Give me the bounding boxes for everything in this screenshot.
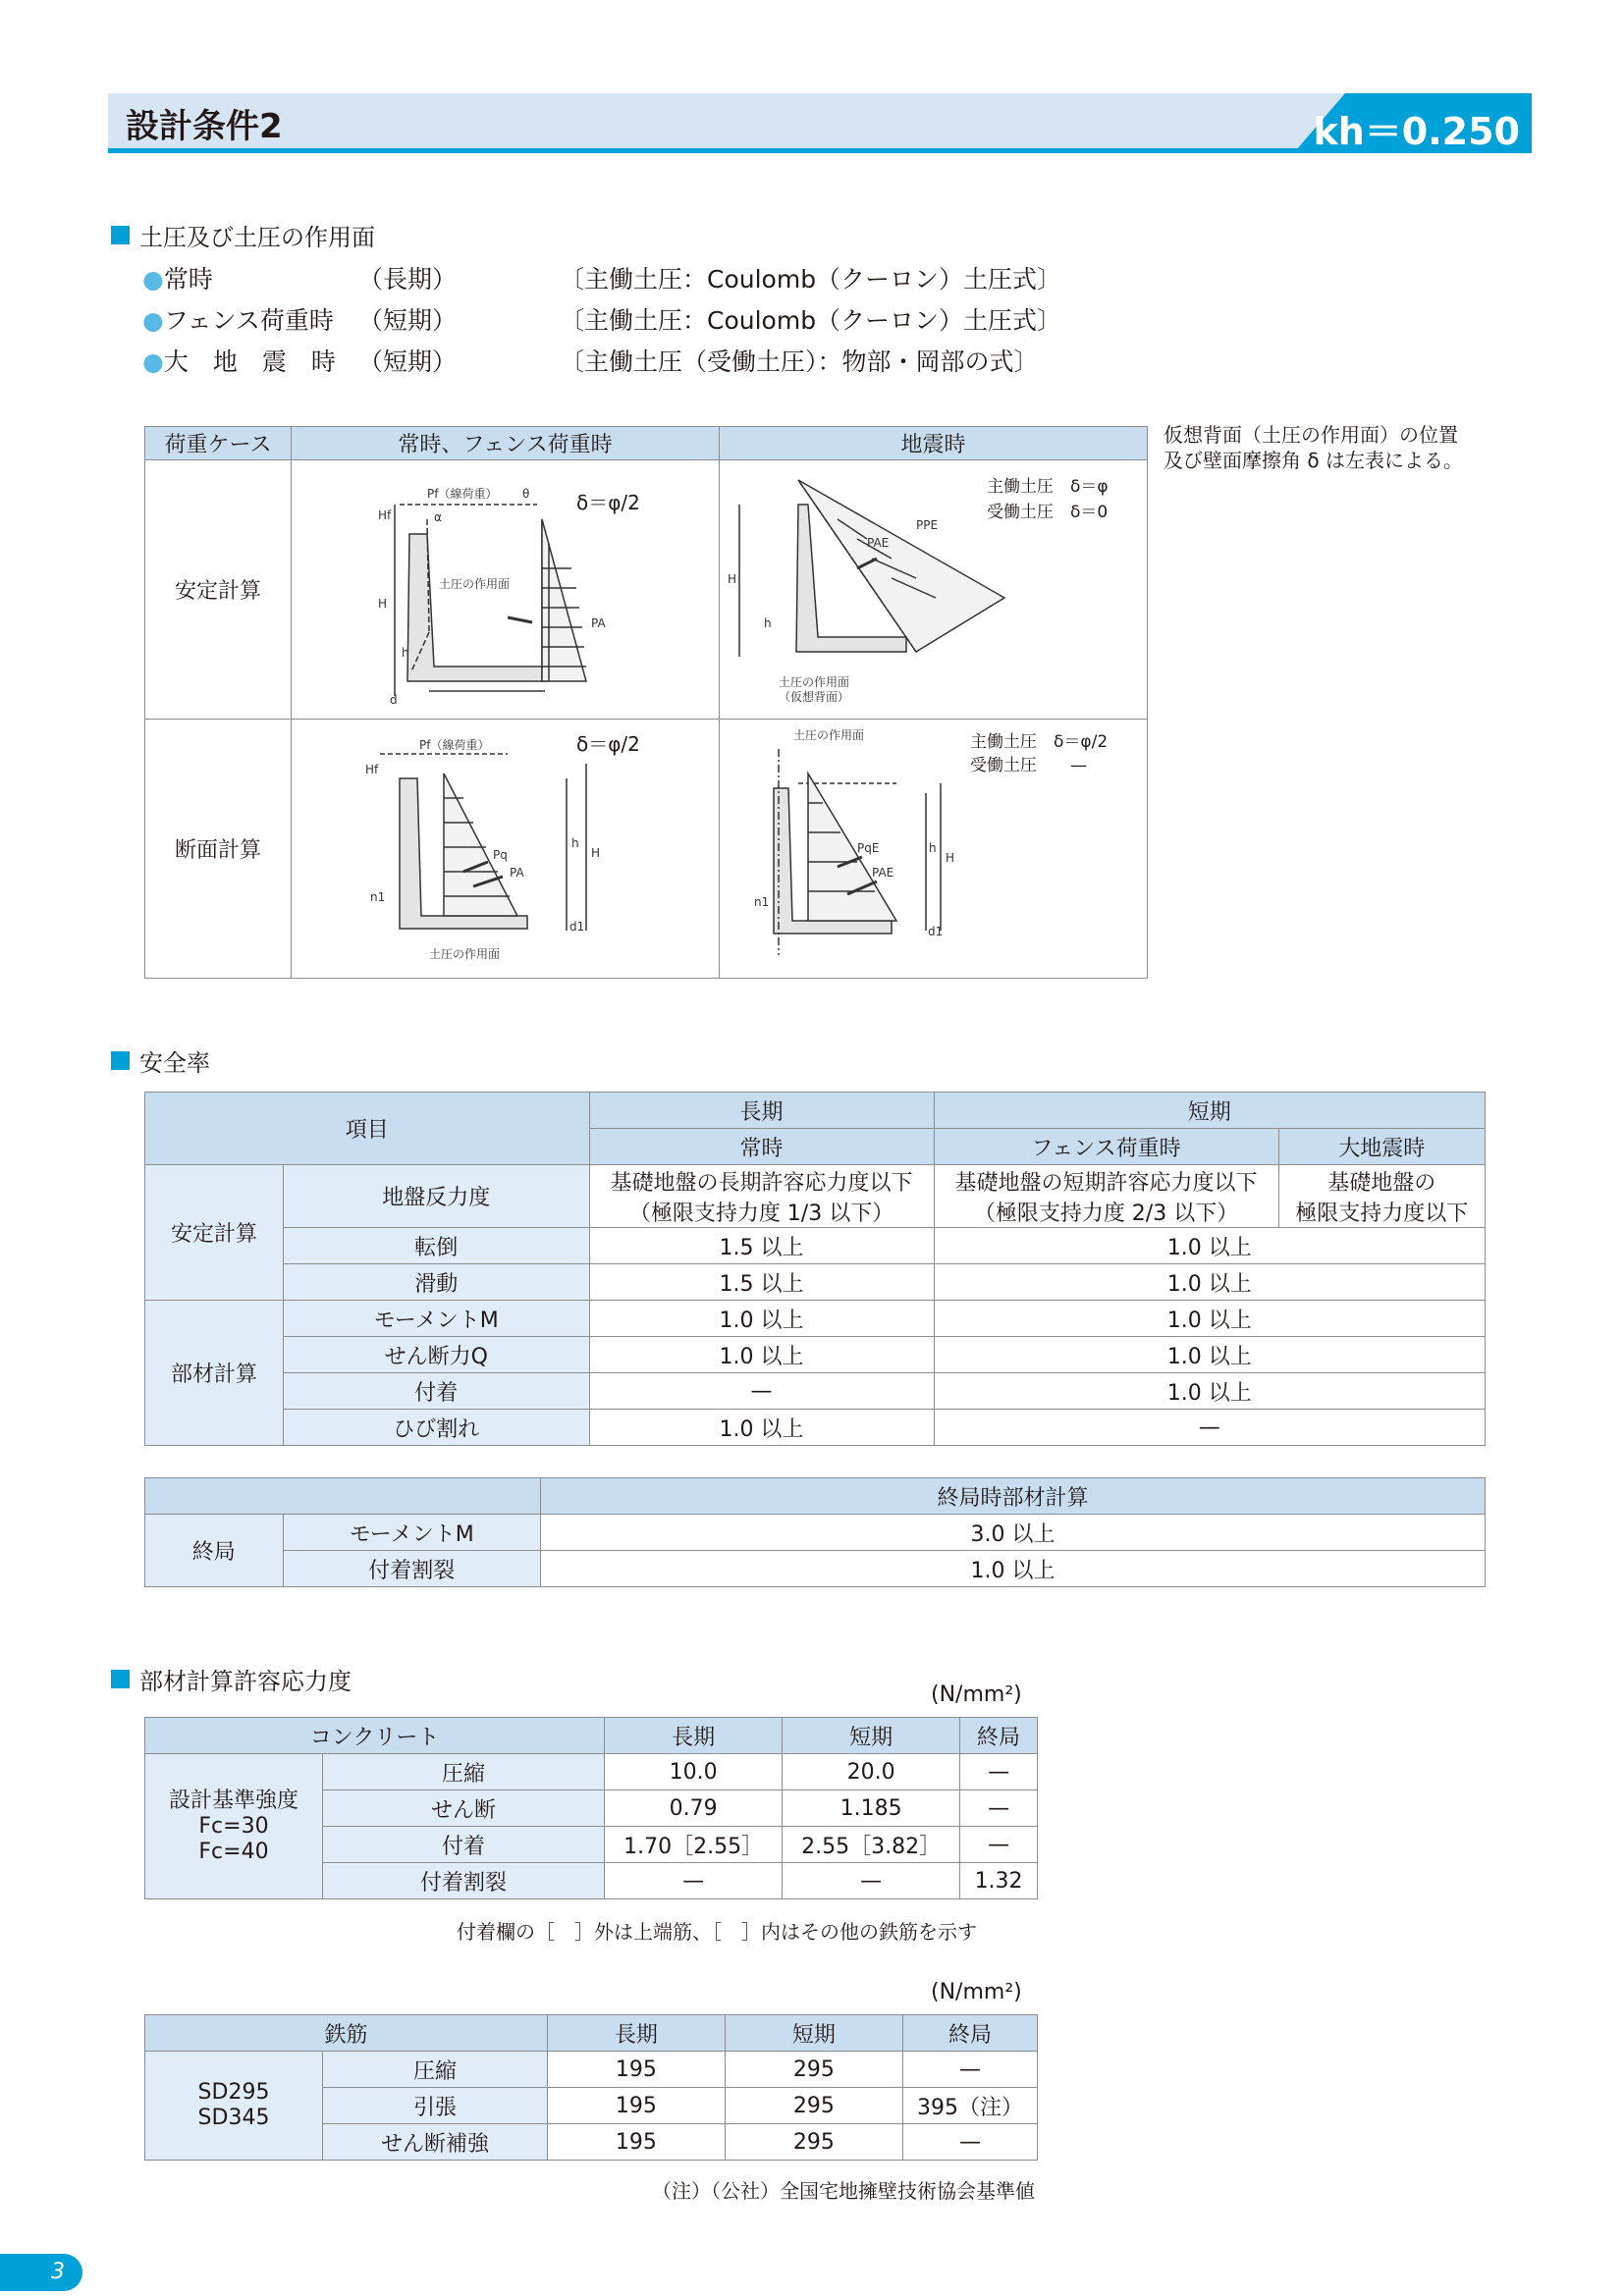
bearing-fence: 基礎地盤の短期許容応力度以下 （極限支持力度 2/3 以下） xyxy=(934,1165,1278,1228)
row-crack: ひび割れ xyxy=(284,1410,590,1446)
label-active: 主働土圧 δ＝φ xyxy=(987,477,1109,498)
label-h: h xyxy=(402,646,409,661)
label-pa: PA xyxy=(591,616,606,631)
label-pf: Pf（線荷重） xyxy=(427,487,498,502)
row-shear: せん断力Q xyxy=(284,1337,590,1373)
steel-table: 鉄筋 長期 短期 終局 SD295 SD345 圧縮 195 295 — 引張 195 295 395（注） せん断補強 195 295 — xyxy=(144,2014,1038,2161)
retaining-wall-diagram xyxy=(292,460,719,718)
label-theta: θ xyxy=(522,487,530,502)
label-H: H xyxy=(946,850,955,865)
label-plane-virtual: （仮想背面） xyxy=(779,690,850,705)
section-title-allowable: 部材計算許容応力度 xyxy=(111,1662,352,1696)
load-case-diagram-table xyxy=(144,426,1148,979)
group-stability: 安定計算 xyxy=(145,1165,284,1301)
row-sliding: 滑動 xyxy=(284,1264,590,1301)
col-quake: 大地震時 xyxy=(1278,1129,1485,1165)
condition-quake: ●大 地 震 時 （短期） 〔主働土圧（受働土圧）：物部・岡部の式〕 xyxy=(142,347,1039,376)
diagram-section-quake xyxy=(720,719,1148,978)
col-item: 項目 xyxy=(145,1093,590,1165)
concrete-group: 設計基準強度 Fc=30 Fc=40 xyxy=(145,1754,323,1899)
page-number-tab xyxy=(0,2254,82,2291)
label-H: H xyxy=(591,845,601,860)
row-label-stability: 安定計算 xyxy=(145,460,292,719)
label-H: H xyxy=(728,572,737,587)
label-d1: d1 xyxy=(928,924,944,938)
label-pqe: PqE xyxy=(857,840,880,855)
col-load-case: 荷重ケース xyxy=(145,427,292,460)
row-moment: モーメントM xyxy=(284,1301,590,1337)
label-ppe: PPE xyxy=(916,518,939,533)
col-earthquake: 地震時 xyxy=(720,427,1148,460)
label-pq: Pq xyxy=(493,847,508,862)
concrete-note: 付着欄の［ ］外は上端筋、［ ］内はその他の鉄筋を示す xyxy=(457,1920,977,1944)
kh-value: kh＝0.250 xyxy=(1313,110,1520,153)
label-passive: 受働土圧 — xyxy=(970,755,1087,775)
ultimate-table: 終局時部材計算 終局 モーメントM 3.0 以上 付着割裂 1.0 以上 xyxy=(144,1477,1486,1587)
col-fence: フェンス荷重時 xyxy=(934,1129,1278,1165)
label-active: 主働土圧 δ＝φ/2 xyxy=(970,731,1109,752)
row-bond: 付着 xyxy=(284,1373,590,1410)
row-label-section: 断面計算 xyxy=(145,719,292,978)
label-plane: 土圧の作用面 xyxy=(793,727,865,742)
row-overturning: 転倒 xyxy=(284,1228,590,1264)
bullet-dot-icon: ● xyxy=(142,347,164,376)
group-ultimate: 終局 xyxy=(145,1515,284,1587)
label-pae: PAE xyxy=(872,865,894,880)
label-d: d xyxy=(390,693,398,708)
label-pae: PAE xyxy=(867,536,890,551)
label-n1: n1 xyxy=(370,889,386,904)
condition-fence: ●フェンス荷重時 （短期） 〔主働土圧：Coulomb（クーロン）土圧式〕 xyxy=(142,306,1062,335)
col-short: 短期 xyxy=(934,1093,1485,1129)
label-alpha: α xyxy=(434,510,442,525)
label-h: h xyxy=(929,840,937,855)
condition-normal: ●常時 （長期） 〔主働土圧：Coulomb（クーロン）土圧式〕 xyxy=(142,265,1062,294)
label-h: h xyxy=(571,835,579,850)
col-normal: 常時 xyxy=(589,1129,934,1165)
label-d1: d1 xyxy=(569,919,585,934)
retaining-wall-diagram-section-quake xyxy=(720,720,1147,978)
label-pf: Pf（線荷重） xyxy=(419,737,490,752)
steel-group: SD295 SD345 xyxy=(145,2052,323,2161)
label-hf: Hf xyxy=(365,762,379,776)
retaining-wall-diagram-quake xyxy=(720,460,1147,718)
ultimate-header: 終局時部材計算 xyxy=(541,1478,1486,1515)
label-passive: 受働土圧 δ＝0 xyxy=(987,503,1109,523)
diagram-side-note: 仮想背面（土圧の作用面）の位置 及び壁面摩擦角 δ は左表による。 xyxy=(1164,423,1463,472)
concrete-table: コンクリート 長期 短期 終局 設計基準強度 Fc=30 Fc=40 圧縮 10.0 20.0 — せん断 0.79 1.185 — 付着 1.70［2.55］ 2.55［3.82］ — 付着割裂 — — 1.32 xyxy=(144,1717,1038,1899)
retaining-wall-diagram-section xyxy=(292,720,719,978)
label-h: h xyxy=(764,616,772,631)
group-member: 部材計算 xyxy=(145,1301,284,1446)
col-normal-fence: 常時、フェンス荷重時 xyxy=(292,427,720,460)
label-plane: 土圧の作用面 xyxy=(429,946,501,961)
bullet-dot-icon: ● xyxy=(142,265,164,294)
label-delta: δ＝φ/2 xyxy=(576,491,640,515)
label-plane: 土圧の作用面 xyxy=(779,675,850,690)
bearing-long: 基礎地盤の長期許容応力度以下 （極限支持力度 1/3 以下） xyxy=(589,1165,934,1228)
page-title: 設計条件2 xyxy=(126,107,283,146)
unit-label-steel: (N/mm²) xyxy=(931,1980,1022,2004)
label-H: H xyxy=(378,597,388,612)
diagram-stability-quake xyxy=(720,460,1148,719)
bullet-dot-icon: ● xyxy=(142,306,164,335)
row-bearing: 地盤反力度 xyxy=(284,1165,590,1228)
section-title-safety: 安全率 xyxy=(111,1043,210,1078)
diagram-stability-normal xyxy=(292,460,720,719)
safety-factor-table: 項目 長期 短期 常時 フェンス荷重時 大地震時 安定計算 地盤反力度 基礎地盤の長期許容応力度以下 （極限支持力度 1/3 以下） 基礎地盤の短期許容応力度以下 （極限支持力度 2/3 以下） 基礎地盤の 極限支持力度以下 転倒 1.5 以上 1.0 以上 滑動 1.5 以上 1.0 以上 部材計算 モーメントM 1.0 以上 1.0 以上 せん断力Q 1.0 以上 1.0 以上 付着 — 1.0 以上 ひび割れ 1.0 以上 — xyxy=(144,1092,1486,1446)
section-title-soil: 土圧及び土圧の作用面 xyxy=(111,218,375,252)
label-hf: Hf xyxy=(378,508,392,523)
unit-label: (N/mm²) xyxy=(931,1682,1022,1707)
label-plane: 土圧の作用面 xyxy=(439,577,511,592)
page-header xyxy=(108,93,1532,154)
row-ult-moment: モーメントM xyxy=(283,1515,541,1551)
page-number: 3 xyxy=(51,2260,65,2284)
col-long: 長期 xyxy=(589,1093,934,1129)
label-pa: PA xyxy=(510,865,524,880)
section-bullet-icon xyxy=(111,1051,130,1070)
steel-note: （注）（公社）全国宅地擁壁技術協会基準値 xyxy=(652,2179,1035,2203)
label-n1: n1 xyxy=(754,894,770,909)
row-ult-bond-split: 付着割裂 xyxy=(283,1551,541,1587)
section-bullet-icon xyxy=(111,1670,130,1688)
section-bullet-icon xyxy=(111,226,130,244)
diagram-section-normal xyxy=(292,719,720,978)
label-delta: δ＝φ/2 xyxy=(576,731,640,756)
bearing-quake: 基礎地盤の 極限支持力度以下 xyxy=(1278,1165,1485,1228)
